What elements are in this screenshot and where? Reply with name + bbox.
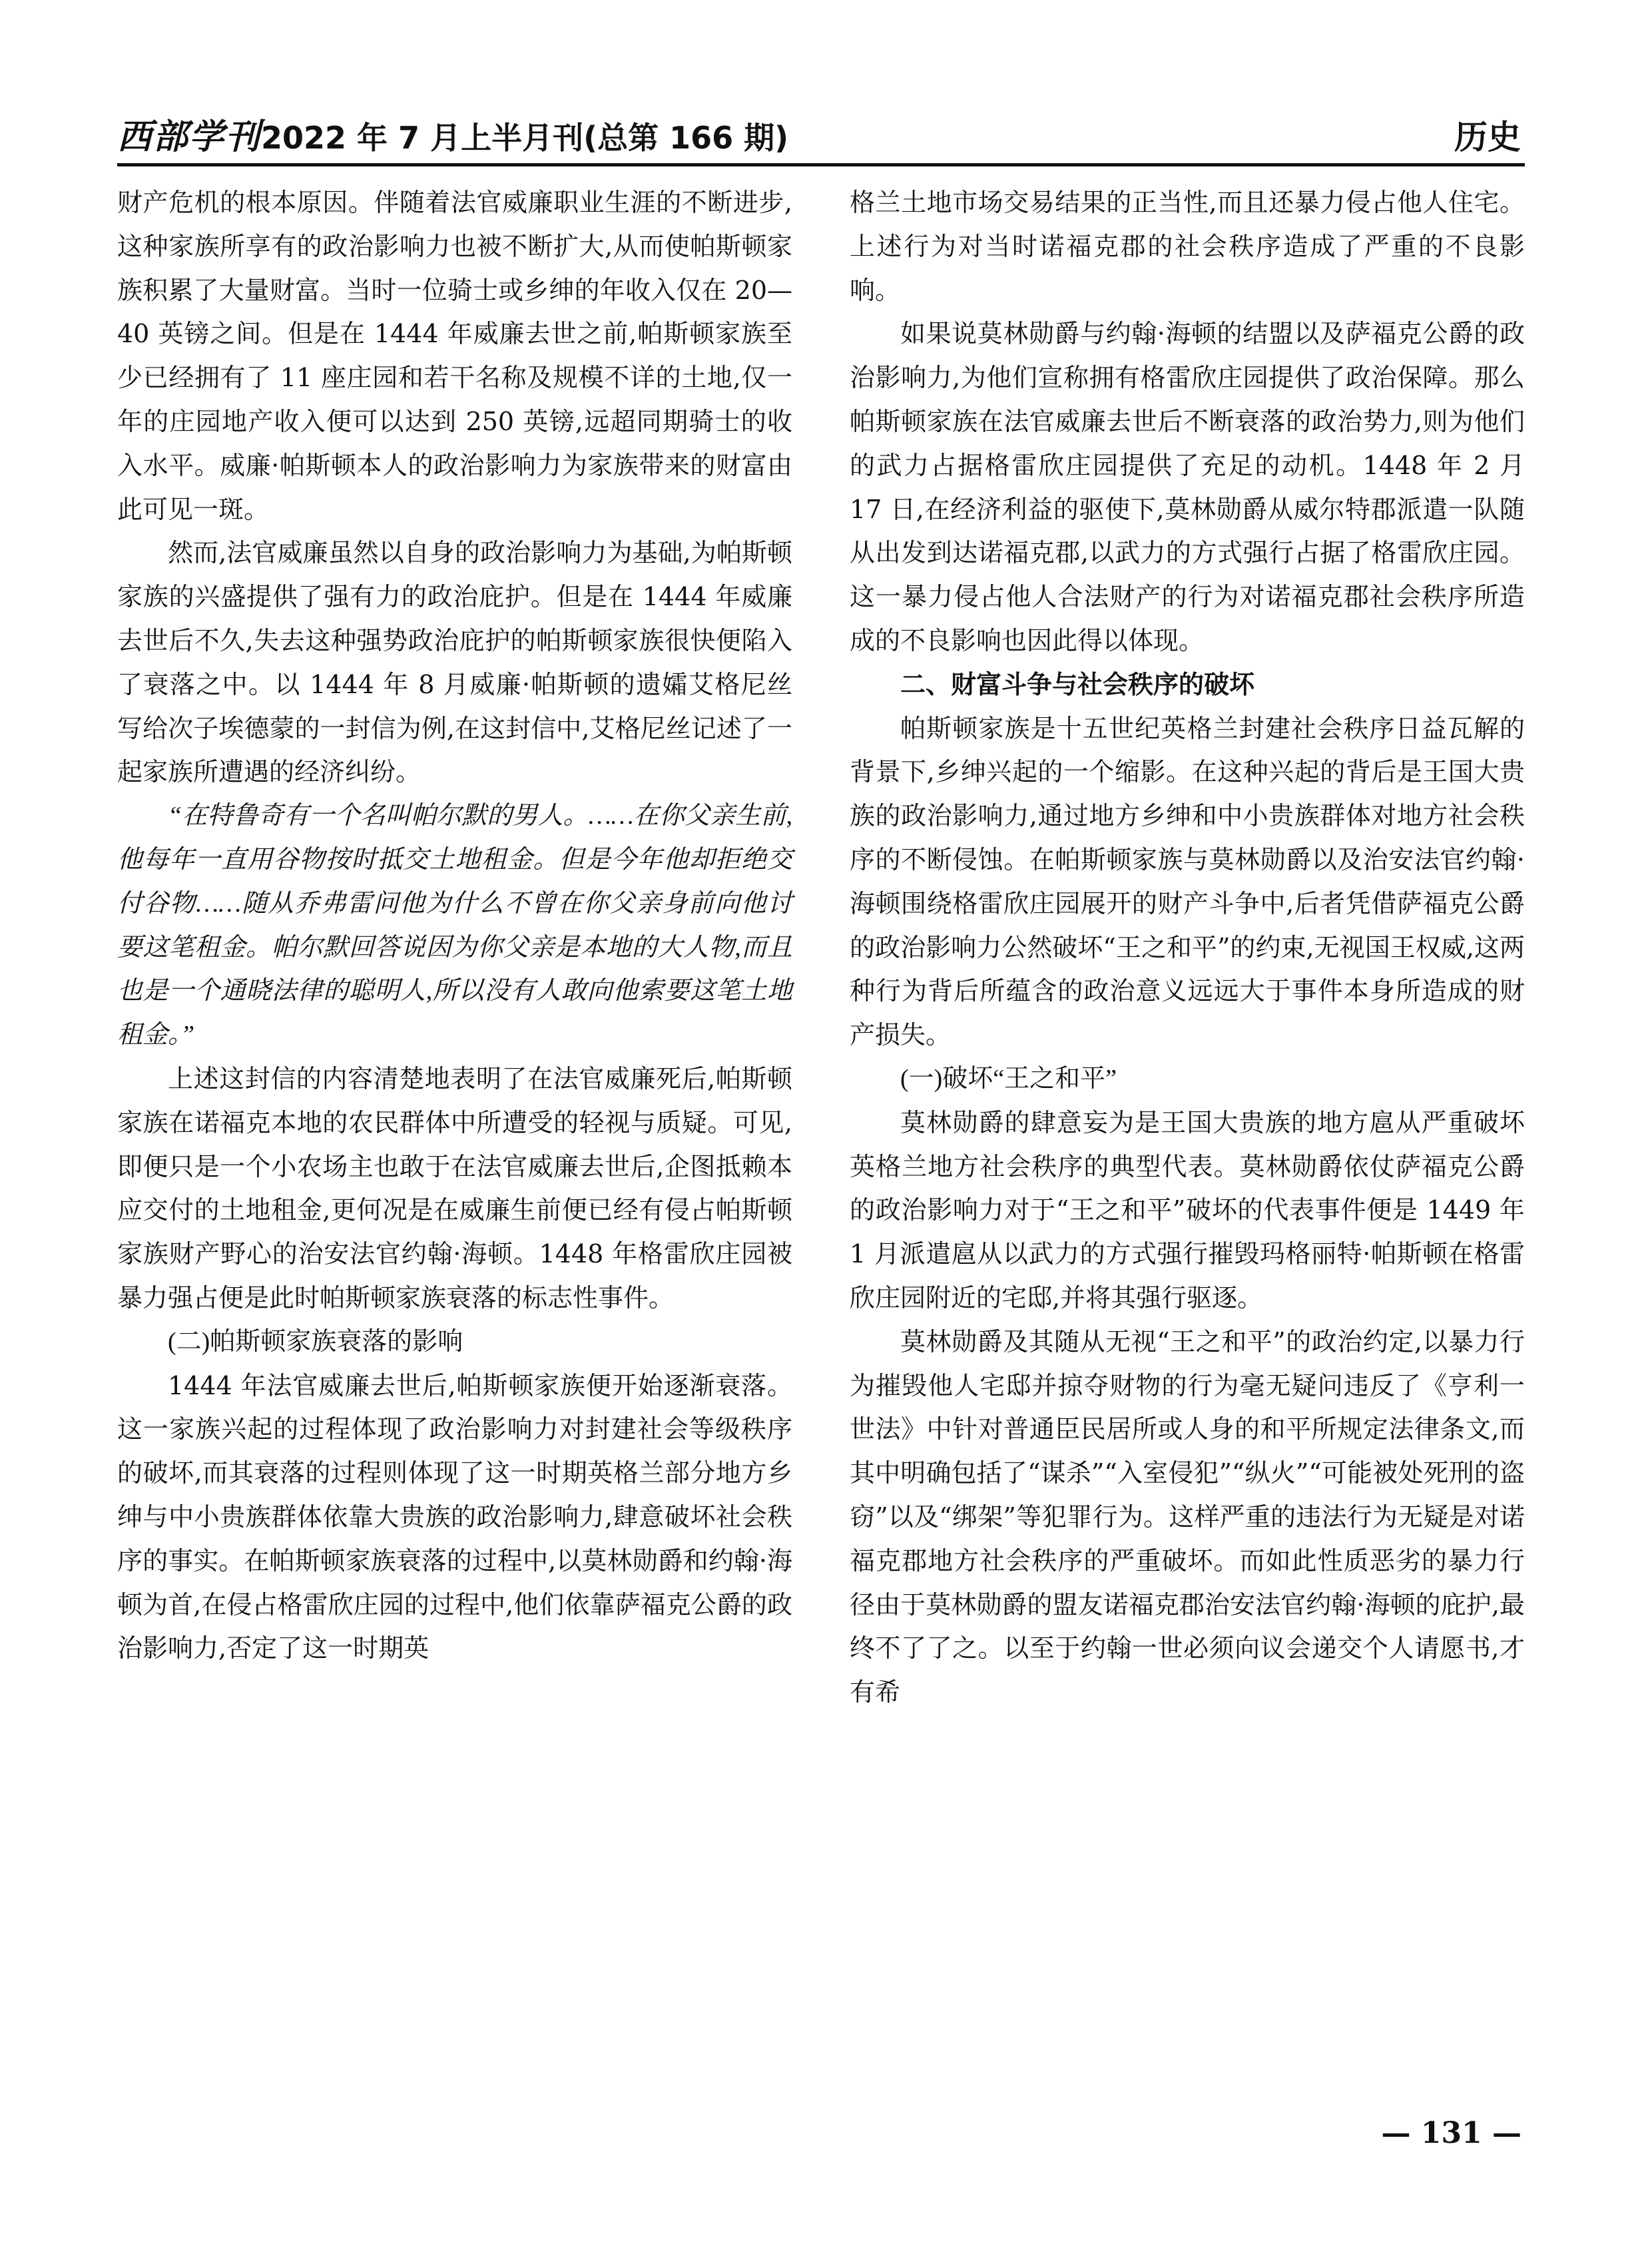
subsection-heading: (一)破坏“王之和平” xyxy=(900,1064,1117,1093)
block-quote: “在特鲁奇有一个名叫帕尔默的男人。……在你父亲生前,他每年一直用谷物按时抵交土地租金。但是今年他却拒绝交付谷物……随从乔弗雷问他为什么不曾在你父亲身前向他讨要这笔租金。帕尔默回答说因为你父亲是本地的大人物,而且也是一个通晓法律的聪明人,所以没有人敢向他索要这笔土地租金。” xyxy=(117,802,792,1049)
paragraph: 如果说莫林勋爵与约翰·海顿的结盟以及萨福克公爵的政治影响力,为他们宣称拥有格雷欣庄园提供了政治保障。那么帕斯顿家族在法官威廉去世后不断衰落的政治势力,则为他们的武力占据格雷欣庄园提供了充足的动机。1448 年 2 月 17 日,在经济利益的驱使下,莫林勋爵从威尔特郡派遣一队随从出发到达诺福克郡,以武力的方式强行占据了格雷欣庄园。这一暴力侵占他人合法财产的行为对诺福克郡社会秩序所造成的不良影响也因此得以体现。 xyxy=(850,319,1525,655)
header-left xyxy=(117,109,788,158)
paragraph: 莫林勋爵及其随从无视“王之和平”的政治约定,以暴力行为摧毁他人宅邸并掠夺财物的行为毫无疑问违反了《亨利一世法》中针对普通臣民居所或人身的和平所规定法律条文,而其中明确包括了“谋杀”“入室侵犯”“纵火”“可能被处死刑的盗窃”以及“绑架”等犯罪行为。这样严重的违法行为无疑是对诺福克郡地方社会秩序的严重破坏。而如此性质恶劣的暴力行径由于莫林勋爵的盟友诺福克郡治安法官约翰·海顿的庇护,最终不了了之。以至于约翰一世必须向议会递交个人请愿书,才有希 xyxy=(850,1326,1525,1707)
right-column xyxy=(850,181,1525,1715)
paragraph: 帕斯顿家族是十五世纪英格兰封建社会秩序日益瓦解的背景下,乡绅兴起的一个缩影。在这种兴起的背后是王国大贵族的政治影响力,通过地方乡绅和中小贵族群体对地方社会秩序的不断侵蚀。在帕斯顿家族与莫林勋爵以及治安法官约翰·海顿围绕格雷欣庄园展开的财产斗争中,后者凭借萨福克公爵的政治影响力公然破坏“王之和平”的约束,无视国王权威,这两种行为背后所蕴含的政治意义远远大于事件本身所造成的财产损失。 xyxy=(850,713,1525,1050)
journal-name: 西部学刊 xyxy=(117,117,262,157)
page-number: — 131 — xyxy=(1381,2116,1521,2150)
running-header xyxy=(117,112,1525,166)
paragraph: 上述这封信的内容清楚地表明了在法官威廉死后,帕斯顿家族在诺福克本地的农民群体中所遭受的轻视与质疑。可见,即便只是一个小农场主也敢于在法官威廉去世后,企图抵赖本应交付的土地租金,更何况是在威廉生前便已经有侵占帕斯顿家族财产野心的治安法官约翰·海顿。1448 年格雷欣庄园被暴力强占便是此时帕斯顿家族衰落的标志性事件。 xyxy=(117,1063,792,1312)
paragraph: 格兰土地市场交易结果的正当性,而且还暴力侵占他人住宅。上述行为对当时诺福克郡的社会秩序造成了严重的不良影响。 xyxy=(850,188,1525,305)
paragraph: 财产危机的根本原因。伴随着法官威廉职业生涯的不断进步,这种家族所享有的政治影响力也被不断扩大,从而使帕斯顿家族积累了大量财富。当时一位骑士或乡绅的年收入仅在 20—40 英镑之间。但是在 1444 年威廉去世之前,帕斯顿家族至少已经拥有了 11 座庄园和若干名称及规模不详的土地,仅一年的庄园地产收入便可以达到 250 英镑,远超同期骑士的收入水平。威廉·帕斯顿本人的政治影响力为家族带来的财富由此可见一斑。 xyxy=(117,188,792,524)
paragraph: 1444 年法官威廉去世后,帕斯顿家族便开始逐渐衰落。这一家族兴起的过程体现了政治影响力对封建社会等级秩序的破坏,而其衰落的过程则体现了这一时期英格兰部分地方乡绅与中小贵族群体依靠大贵族的政治影响力,肆意破坏社会秩序的事实。在帕斯顿家族衰落的过程中,以莫林勋爵和约翰·海顿为首,在侵占格雷欣庄园的过程中,他们依靠萨福克公爵的政治影响力,否定了这一时期英 xyxy=(117,1370,792,1663)
issue-info: 2022 年 7 月上半月刊(总第 166 期) xyxy=(261,120,789,156)
section-tag: 历史 xyxy=(1454,118,1521,156)
left-column xyxy=(117,181,792,1671)
paragraph: 莫林勋爵的肆意妄为是王国大贵族的地方扈从严重破坏英格兰地方社会秩序的典型代表。莫林勋爵依仗萨福克公爵的政治影响力对于“王之和平”破坏的代表事件便是 1449 年 1 月派遣扈从以武力的方式强行摧毁玛格丽特·帕斯顿在格雷欣庄园附近的宅邸,并将其强行驱逐。 xyxy=(850,1107,1525,1312)
paragraph: 然而,法官威廉虽然以自身的政治影响力为基础,为帕斯顿家族的兴盛提供了强有力的政治庇护。但是在 1444 年威廉去世后不久,失去这种强势政治庇护的帕斯顿家族很快便陷入了衰落之中。以 1444 年 8 月威廉·帕斯顿的遗孀艾格尼丝写给次子埃德蒙的一封信为例,在这封信中,艾格尼丝记述了一起家族所遭遇的经济纠纷。 xyxy=(117,538,792,787)
section-heading: 二、财富斗争与社会秩序的破坏 xyxy=(900,669,1255,699)
header-rule xyxy=(117,163,1525,166)
subsection-heading: (二)帕斯顿家族衰落的影响 xyxy=(168,1327,463,1356)
